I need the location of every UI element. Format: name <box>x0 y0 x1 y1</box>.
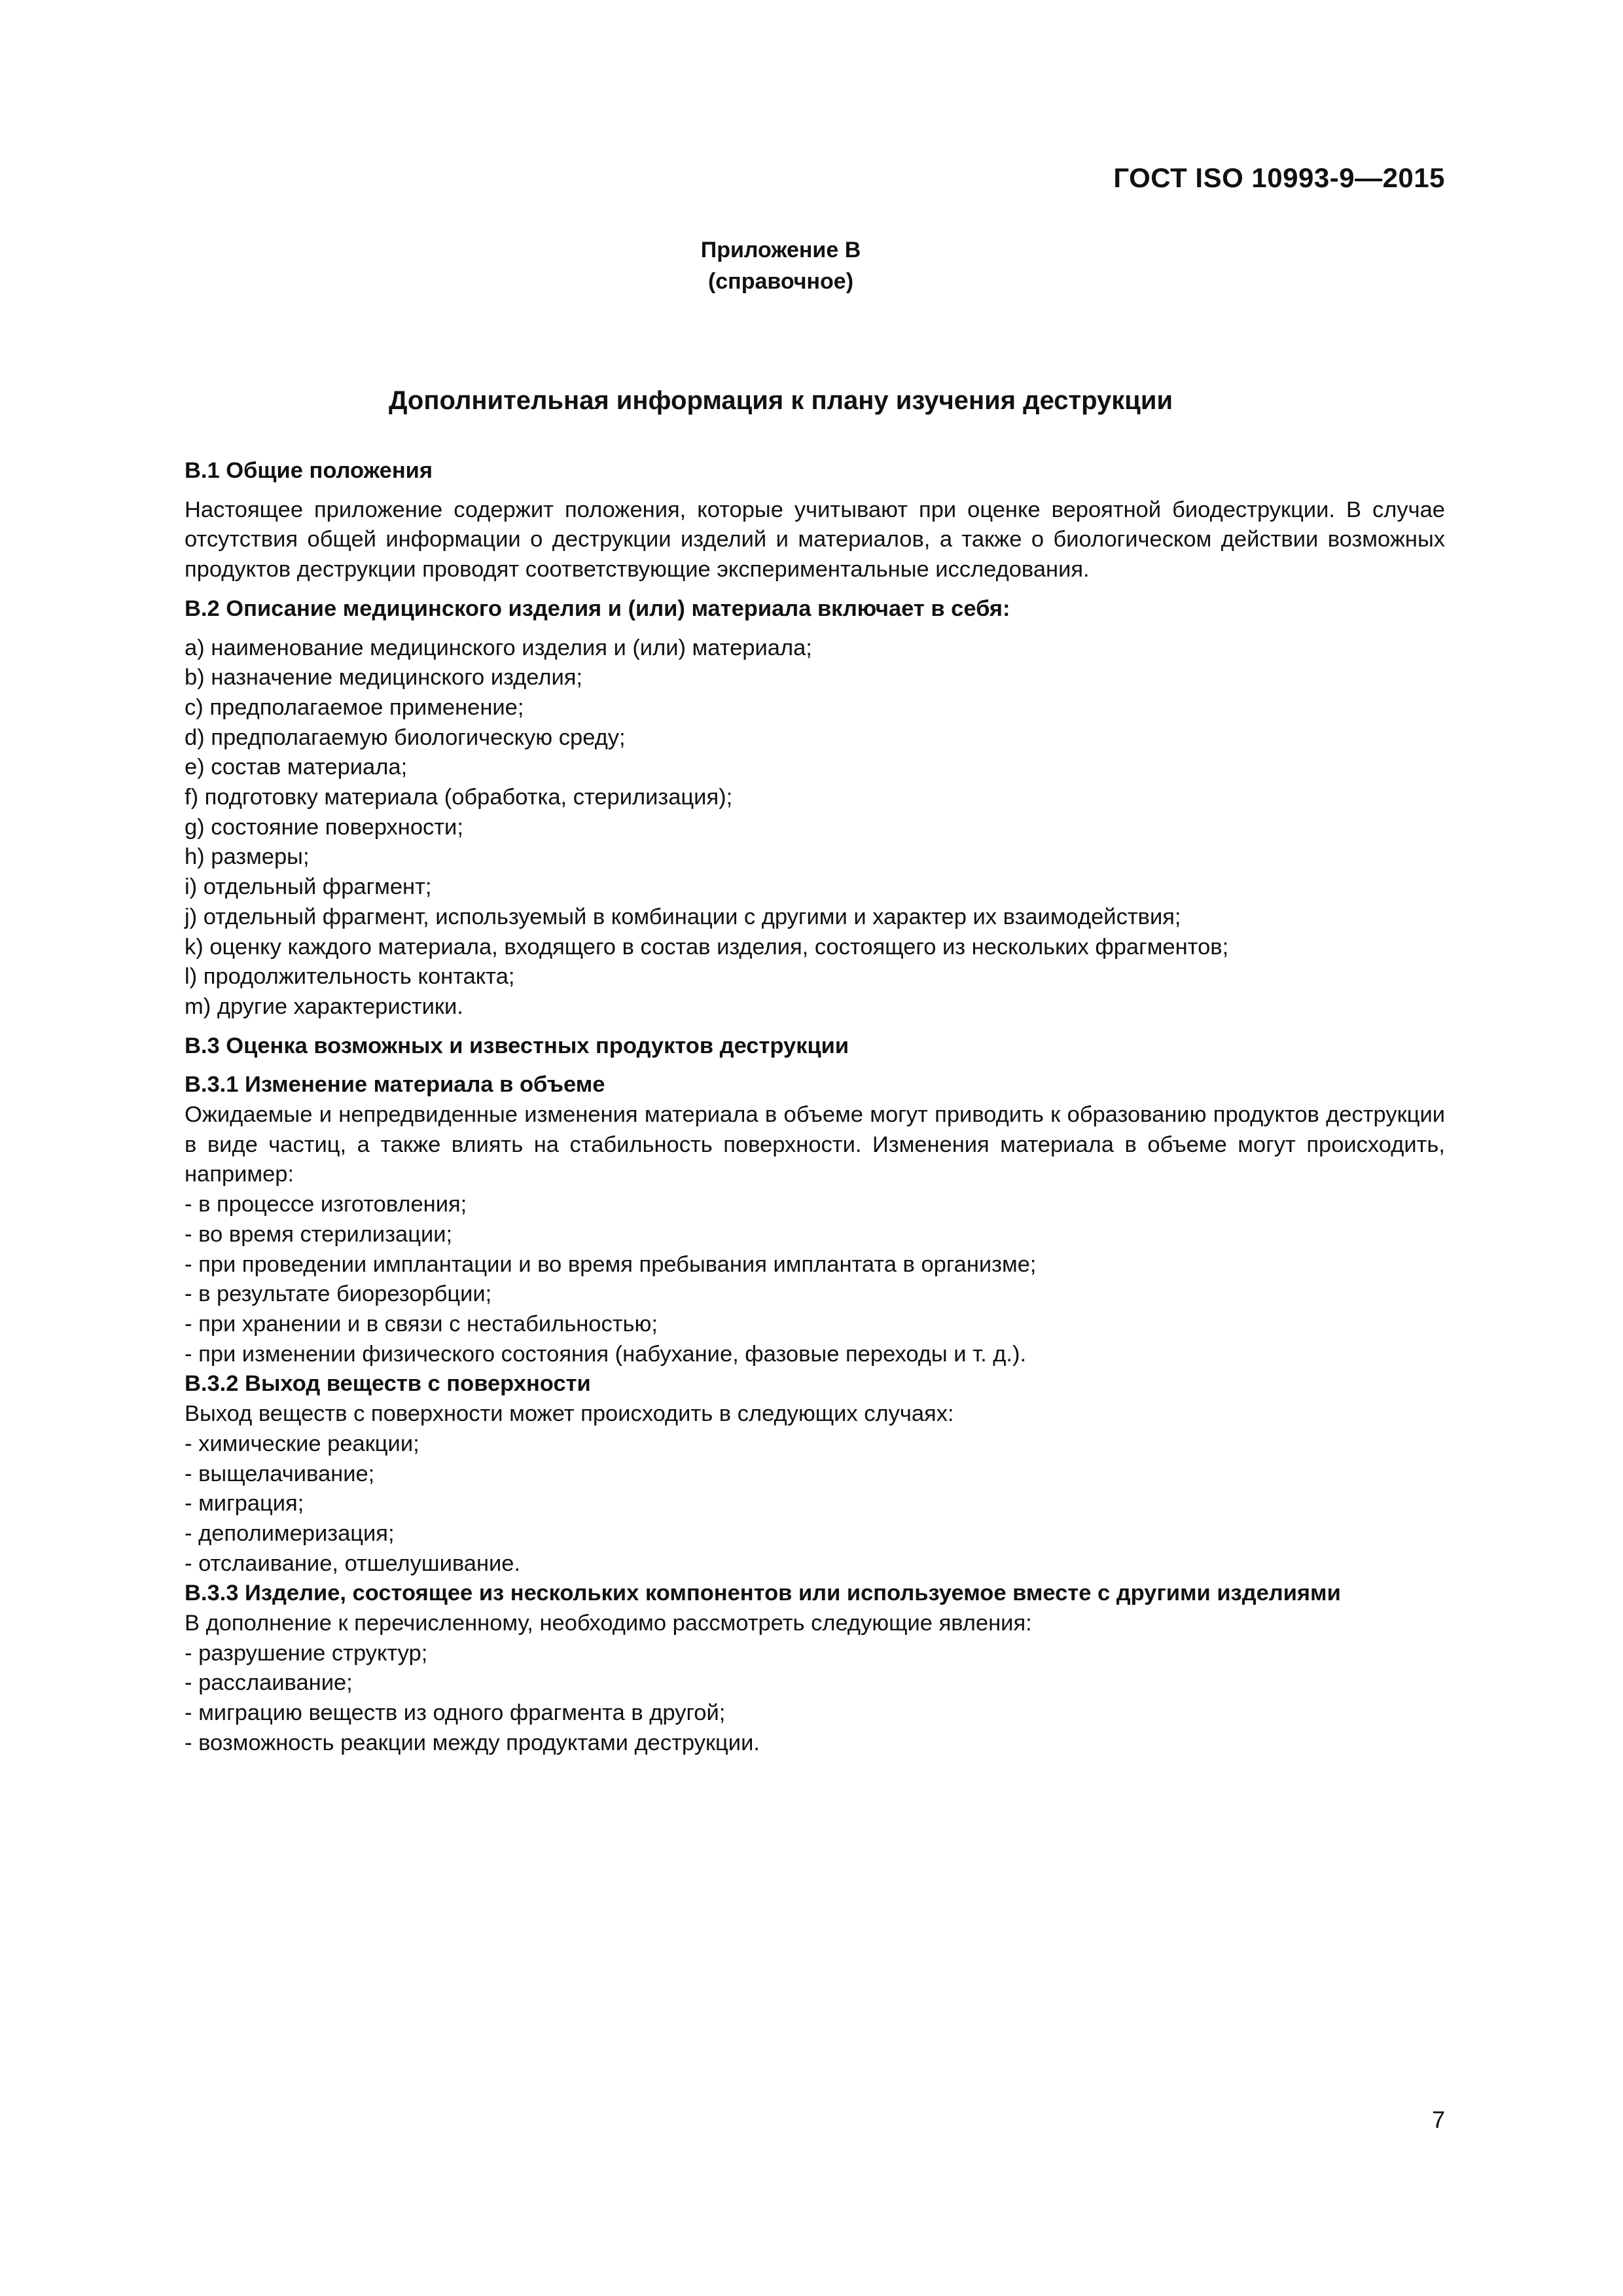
list-item: d) предполагаемую биологическую среду; <box>185 725 626 750</box>
document-title: Дополнительная информация к плану изучения деструкции <box>388 386 1173 415</box>
appendix-heading <box>116 234 1445 297</box>
list-item: - возможность реакции между продуктами деструкции. <box>185 1730 760 1755</box>
list-item: g) состояние поверхности; <box>185 814 463 840</box>
list-item: j) отдельный фрагмент, используемый в комбинации с другими и характер их взаимодействия; <box>185 904 1181 929</box>
list-item: c) предполагаемое применение; <box>185 694 524 720</box>
section-b2-heading: В.2 Описание медицинского изделия и (или) материала включает в себя: <box>185 596 1010 621</box>
appendix-subtitle: (справочное) <box>707 269 854 294</box>
list-item: - химические реакции; <box>185 1431 419 1456</box>
list-item: i) отдельный фрагмент; <box>185 874 432 900</box>
section-b32-paragraph: Выход веществ с поверхности может происходить в следующих случаях: <box>185 1401 954 1427</box>
standard-code: ГОСТ ISO 10993-9—2015 <box>1113 162 1445 193</box>
list-item: - в результате биорезорбции; <box>185 1282 492 1307</box>
document-page <box>116 0 1445 2296</box>
page-number: 7 <box>1431 2106 1445 2133</box>
list-item: - в процессе изготовления; <box>185 1192 467 1217</box>
appendix-title: Приложение В <box>700 238 861 262</box>
list-item: e) состав материала; <box>185 755 408 780</box>
list-item: l) продолжительность контакта; <box>185 964 515 990</box>
section-b31-paragraph: Ожидаемые и непредвиденные изменения материала в объеме могут приводить к образованию продуктов деструкции в виде частиц, а также влиять на стабильность поверхности. Изменения материала в объеме могут происходить, например: <box>185 1102 1445 1187</box>
list-item: - миграция; <box>185 1491 304 1516</box>
list-item: b) назначение медицинского изделия; <box>185 665 582 691</box>
list-item: - деполимеризация; <box>185 1520 395 1546</box>
list-item: - отслаивание, отшелушивание. <box>185 1551 521 1576</box>
list-item: - разрушение структур; <box>185 1640 428 1666</box>
list-item: - выщелачивание; <box>185 1461 375 1486</box>
list-item: m) другие характеристики. <box>185 994 463 1019</box>
section-b33-heading: В.3.3 Изделие, состоящее из нескольких компонентов или используемое вместе с другими изделиями <box>185 1581 1341 1606</box>
list-item: - при хранении и в связи с нестабильностью; <box>185 1311 658 1336</box>
list-item: f) подготовку материала (обработка, стерилизация); <box>185 785 733 810</box>
list-item: а) наименование медицинского изделия и (или) материала; <box>185 635 812 660</box>
section-b32-heading: В.3.2 Выход веществ с поверхности <box>185 1371 591 1397</box>
section-b1-paragraph: Настоящее приложение содержит положения, которые учитывают при оценке вероятной биодеструкции. В случае отсутствия общей информации о деструкции изделий и материалов, а также о биологическом действии возможных продуктов деструкции проводят соответствующие экспериментальные исследования. <box>185 497 1445 583</box>
list-item: - при проведении имплантации и во время пребывания имплантата в организме; <box>185 1251 1037 1277</box>
section-b3-heading: В.3 Оценка возможных и известных продуктов деструкции <box>185 1033 849 1058</box>
list-item: k) оценку каждого материала, входящего в состав изделия, состоящего из нескольких фрагментов; <box>185 934 1229 960</box>
list-item: - при изменении физического состояния (набухание, фазовые переходы и т. д.). <box>185 1341 1027 1367</box>
list-item: - расслаивание; <box>185 1670 353 1696</box>
section-b1-heading: В.1 Общие положения <box>185 458 433 483</box>
section-b31-heading: В.3.1 Изменение материала в объеме <box>185 1072 605 1098</box>
document-body <box>116 456 1445 1759</box>
list-item: - во время стерилизации; <box>185 1221 453 1247</box>
list-item: - миграцию веществ из одного фрагмента в другой; <box>185 1700 726 1726</box>
list-item: h) размеры; <box>185 844 310 870</box>
section-b33-paragraph: В дополнение к перечисленному, необходимо рассмотреть следующие явления: <box>185 1611 1032 1636</box>
